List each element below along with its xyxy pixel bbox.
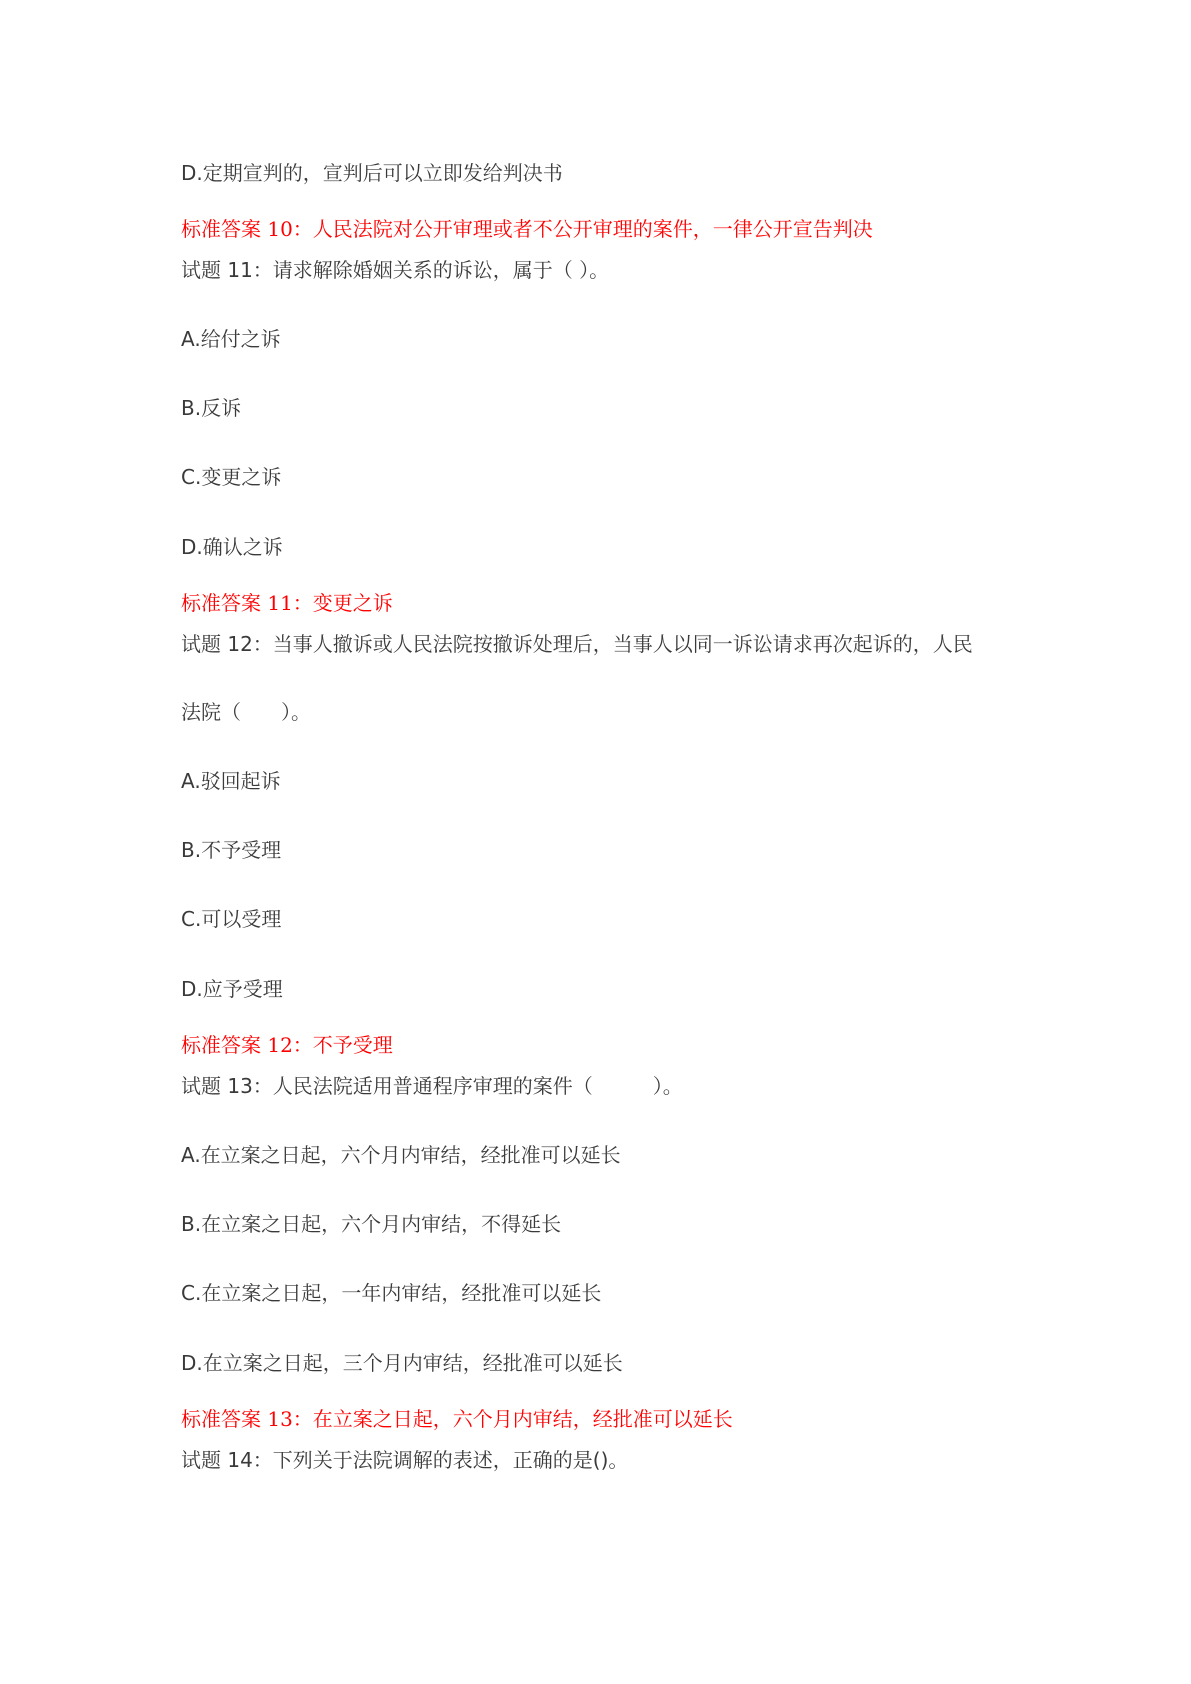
- q11-option-c: C.变更之诉: [181, 465, 282, 489]
- q12-question-line1: 试题 12：当事人撤诉或人民法院按撤诉处理后，当事人以同一诉讼请求再次起诉的，人民: [181, 632, 973, 656]
- q12-option-b: B.不予受理: [181, 838, 282, 862]
- q12-question-line2: 法院（ ）。: [181, 700, 311, 724]
- q10-answer: 标准答案 10：人民法院对公开审理或者不公开审理的案件，一律公开宣告判决: [181, 217, 873, 241]
- q13-option-d: D.在立案之日起，三个月内审结，经批准可以延长: [181, 1351, 623, 1375]
- q13-option-a: A.在立案之日起，六个月内审结，经批准可以延长: [181, 1143, 621, 1167]
- q13-option-b: B.在立案之日起，六个月内审结，不得延长: [181, 1212, 562, 1236]
- q14-question: 试题 14：下列关于法院调解的表述，正确的是()。: [181, 1448, 629, 1472]
- q11-option-a: A.给付之诉: [181, 327, 281, 351]
- q13-option-c: C.在立案之日起，一年内审结，经批准可以延长: [181, 1281, 602, 1305]
- q11-answer: 标准答案 11：变更之诉: [181, 591, 393, 615]
- q11-question: 试题 11：请求解除婚姻关系的诉讼，属于（ ）。: [181, 258, 610, 282]
- q12-answer: 标准答案 12：不予受理: [181, 1033, 393, 1057]
- q10-option-d: D.定期宣判的，宣判后可以立即发给判决书: [181, 161, 563, 185]
- q12-option-d: D.应予受理: [181, 977, 283, 1001]
- q12-option-c: C.可以受理: [181, 907, 282, 931]
- q13-answer: 标准答案 13：在立案之日起，六个月内审结，经批准可以延长: [181, 1407, 733, 1431]
- q12-option-a: A.驳回起诉: [181, 769, 281, 793]
- q11-option-b: B.反诉: [181, 396, 242, 420]
- q13-question: 试题 13：人民法院适用普通程序审理的案件（ ）。: [181, 1074, 683, 1098]
- q11-option-d: D.确认之诉: [181, 535, 283, 559]
